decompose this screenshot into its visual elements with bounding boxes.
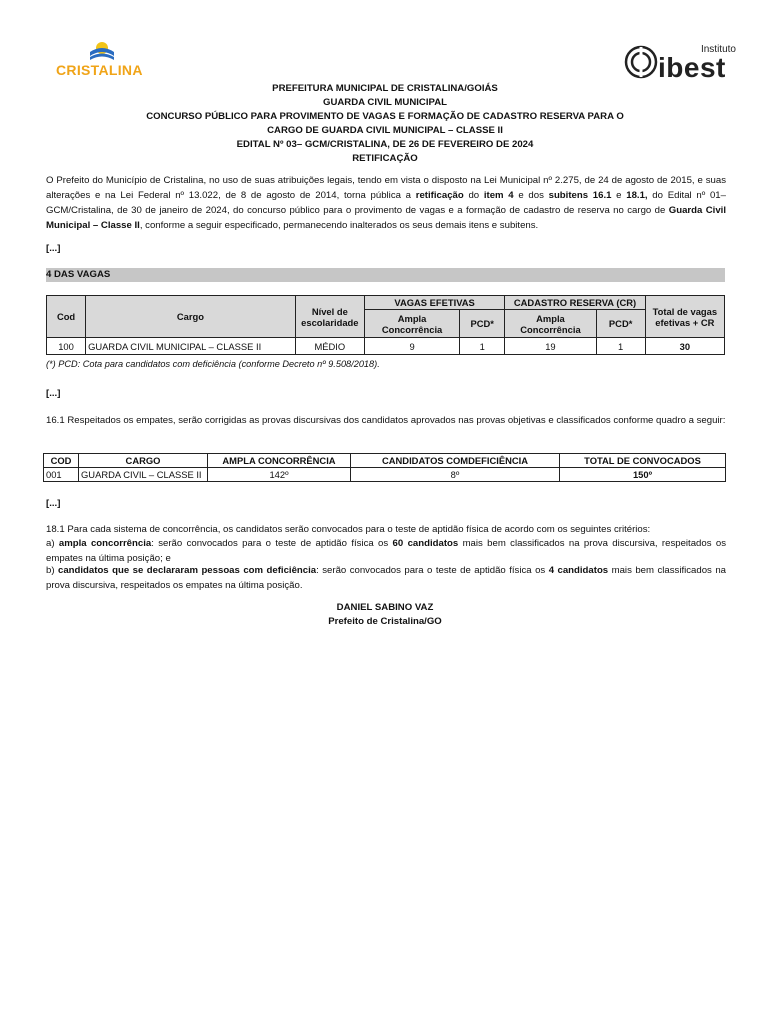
signature-block xyxy=(0,601,770,629)
col-header-cadastro-reserva: CADASTRO RESERVA (CR) xyxy=(505,296,645,310)
item-prefix: b) xyxy=(46,565,58,576)
convocados-table xyxy=(43,453,726,482)
cell-total: 150º xyxy=(560,468,726,482)
cell-ve-pcd: 1 xyxy=(460,338,505,355)
ibest-wordmark: ibest xyxy=(658,52,726,83)
heading-line: CARGO DE GUARDA CIVIL MUNICIPAL – CLASSE II xyxy=(267,125,503,136)
cell-cr-pcd: 1 xyxy=(596,338,645,355)
ellipsis-marker: [...] xyxy=(46,243,61,254)
intro-bold: item 4 xyxy=(483,190,514,201)
table-row xyxy=(44,468,726,482)
intro-text: do Edital nº 01– GCM/Cristalina, de 30 de janeiro de 2024, do concurso público para o provimento de vagas e a formação de cadastro de reserva no cargo de xyxy=(46,190,726,216)
cell-cod: 001 xyxy=(44,468,79,482)
heading-line: RETIFICAÇÃO xyxy=(352,153,418,164)
intro-text: e xyxy=(611,190,627,201)
col-header-ve-pcd: PCD* xyxy=(460,310,505,338)
ibest-logo xyxy=(624,40,742,84)
vagas-table xyxy=(46,295,725,355)
col-header-cod: COD xyxy=(44,454,79,468)
heading-line: PREFEITURA MUNICIPAL DE CRISTALINA/GOIÁS xyxy=(272,83,498,94)
city-emblem-icon xyxy=(88,40,116,64)
pcd-footnote: (*) PCD: Cota para candidatos com deficiência (conforme Decreto nº 9.508/2018). xyxy=(46,359,380,369)
col-header-deficiencia: CANDIDATOS COMDEFICIÊNCIA xyxy=(351,454,560,468)
intro-paragraph xyxy=(46,173,726,233)
item-bold: 60 candidatos xyxy=(392,538,459,549)
intro-text: O Prefeito do Município de Cristalina, no uso de suas atribuições legais, tendo em vista o disposto na Lei Municipal nº 2.275, de 24 de agosto de 2015, e suas alterações e na Lei Federal nº 13.022, de 8 de agosto de 2014, torna pública a xyxy=(46,175,726,201)
ibest-instituto-label: Instituto xyxy=(700,44,736,55)
heading-line: EDITAL Nº 03– GCM/CRISTALINA, DE 26 DE FEVEREIRO DE 2024 xyxy=(236,139,534,150)
table-row xyxy=(47,338,725,355)
cell-ve-ampla: 9 xyxy=(364,338,459,355)
item-text: mais bem classificados na prova discursiva, respeitados os empates na última posição; e xyxy=(46,538,727,564)
col-header-total: Total de vagas efetivas + CR xyxy=(645,296,724,338)
section-18-item-b xyxy=(46,563,726,593)
col-header-ve-ampla: Ampla Concorrência xyxy=(364,310,459,338)
section-4-title: 4 DAS VAGAS xyxy=(46,268,725,282)
item-text: mais bem classificados na prova discursiva, respeitados os empates na última posição. xyxy=(46,565,726,591)
cell-deficiencia: 8º xyxy=(351,468,560,482)
col-header-ampla: AMPLA CONCORRÊNCIA xyxy=(208,454,351,468)
item-bold: ampla concorrência xyxy=(58,538,152,549)
intro-bold: Guarda Civil Municipal – Classe II xyxy=(46,205,727,231)
col-header-cargo: Cargo xyxy=(86,296,296,338)
ellipsis-marker: [...] xyxy=(46,498,61,509)
cell-cargo: GUARDA CIVIL MUNICIPAL – CLASSE II xyxy=(86,338,296,355)
intro-text: , conforme a seguir especificado, permanecendo inalterados os seus demais itens e subitens. xyxy=(139,220,539,231)
ellipsis-marker: [...] xyxy=(46,388,61,399)
col-header-cr-ampla: Ampla Concorrência xyxy=(505,310,596,338)
intro-text: do xyxy=(463,190,484,201)
col-header-cargo: CARGO xyxy=(79,454,208,468)
col-header-vagas-efetivas: VAGAS EFETIVAS xyxy=(364,296,504,310)
cell-cargo: GUARDA CIVIL – CLASSE II xyxy=(79,468,208,482)
intro-bold: subitens 16.1 xyxy=(548,190,612,201)
signer-title: Prefeito de Cristalina/GO xyxy=(328,616,442,627)
item-bold: candidatos que se declararam pessoas com deficiência xyxy=(58,565,317,576)
col-header-total: TOTAL DE CONVOCADOS xyxy=(560,454,726,468)
ibest-emblem-icon xyxy=(624,42,658,82)
item-prefix: a) xyxy=(46,538,59,549)
cristalina-wordmark: CRISTALINA xyxy=(56,62,143,78)
section-16-paragraph: 16.1 Respeitados os empates, serão corrigidas as provas discursivas dos candidatos aprovados nas provas objetivas e classificados conforme quadro a seguir: xyxy=(46,415,726,426)
col-header-nivel: Nível de escolaridade xyxy=(295,296,364,338)
cell-cr-ampla: 19 xyxy=(505,338,596,355)
item-text: : serão convocados para o teste de aptidão física os xyxy=(316,565,549,576)
signer-name: DANIEL SABINO VAZ xyxy=(336,602,434,613)
intro-bold: retificação xyxy=(415,190,464,201)
cell-total: 30 xyxy=(645,338,724,355)
heading-line: GUARDA CIVIL MUNICIPAL xyxy=(322,97,447,108)
item-bold: 4 candidatos xyxy=(548,565,609,576)
col-header-cr-pcd: PCD* xyxy=(596,310,645,338)
section-18-item-a xyxy=(46,536,726,566)
intro-bold: 18.1, xyxy=(626,190,648,201)
section-18-intro: 18.1 Para cada sistema de concorrência, os candidatos serão convocados para o teste de aptidão física de acordo com os seguintes critérios: xyxy=(46,524,651,535)
cell-cod: 100 xyxy=(47,338,86,355)
item-text: : serão convocados para o teste de aptidão física os xyxy=(151,538,393,549)
col-header-cod: Cod xyxy=(47,296,86,338)
cristalina-logo xyxy=(54,40,150,80)
document-heading xyxy=(0,82,770,166)
cell-nivel: MÉDIO xyxy=(295,338,364,355)
heading-line: CONCURSO PÚBLICO PARA PROVIMENTO DE VAGAS E FORMAÇÃO DE CADASTRO RESERVA PARA O xyxy=(146,111,624,122)
intro-text: e dos xyxy=(513,190,549,201)
cell-ampla: 142º xyxy=(208,468,351,482)
